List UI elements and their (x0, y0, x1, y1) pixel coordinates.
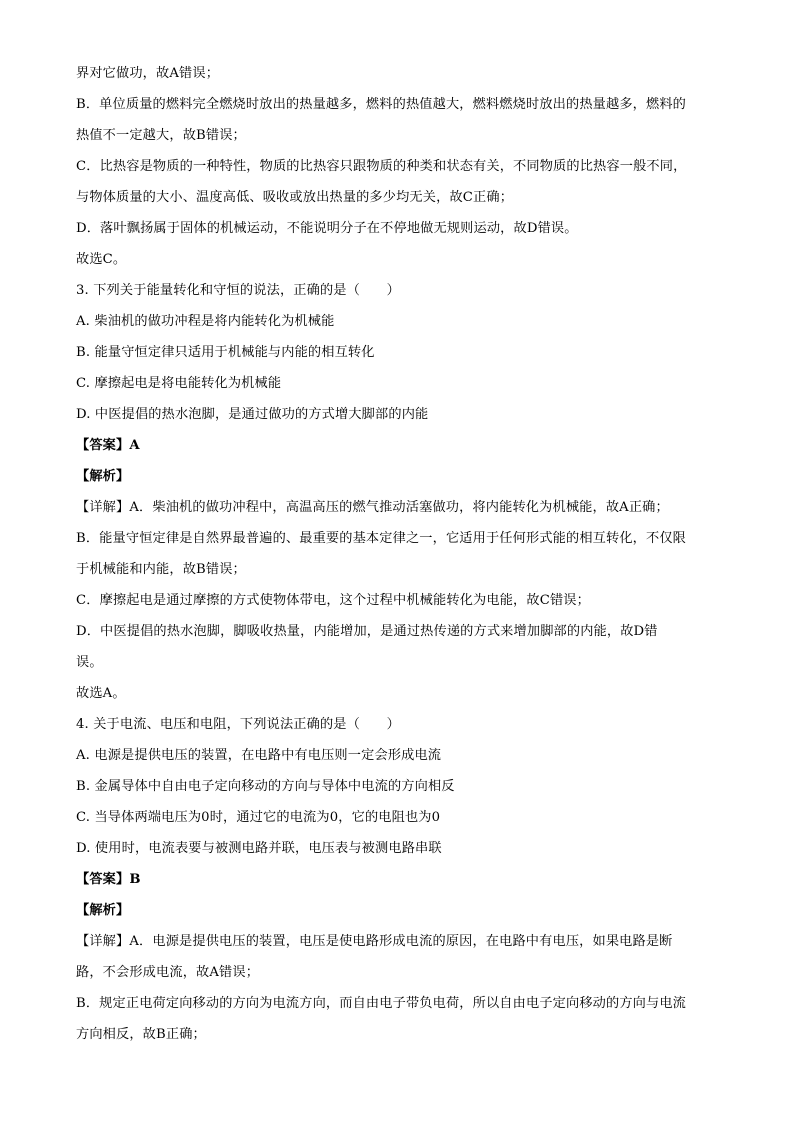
text-line: B．单位质量的燃料完全燃烧时放出的热量越多，燃料的热值越大，燃料燃烧时放出的热量越多，燃料的 (76, 97, 687, 112)
text-line: 故选A。 (76, 686, 126, 701)
text-line: D．落叶飘扬属于固体的机械运动，不能说明分子在不停地做无规则运动，故D错误。 (76, 221, 578, 236)
text-line: C．摩擦起电是通过摩擦的方式使物体带电，这个过程中机械能转化为电能，故C错误； (76, 593, 590, 608)
option-a: A. 电源是提供电压的装置，在电路中有电压则一定会形成电流 (76, 748, 442, 763)
text-line: 界对它做功，故A错误； (76, 66, 220, 81)
text-line: 路，不会形成电流，故A错误； (76, 965, 260, 980)
text-line: D．中医提倡的热水泡脚，脚吸收热量，内能增加，是通过热传递的方式来增加脚部的内能，故D错 (76, 624, 658, 639)
text-line: C．比热容是物质的一种特性，物质的比热容只跟物质的种类和状态有关，不同物质的比热容一般不同， (76, 159, 687, 174)
text-line: 方向相反，故B正确； (76, 1027, 206, 1042)
text-line: B．能量守恒定律是自然界最普遍的、最重要的基本定律之一，它适用于任何形式能的相互转化，不仅限 (76, 531, 687, 546)
text-line: 于机械能和内能，故B错误； (76, 562, 246, 577)
answer-heading: 【答案】B (76, 872, 141, 887)
analysis-heading: 【解析】 (76, 469, 130, 484)
option-b: B. 能量守恒定律只适用于机械能与内能的相互转化 (76, 345, 375, 360)
document-page (76, 58, 726, 1050)
option-a: A. 柴油机的做功冲程是将内能转化为机械能 (76, 314, 335, 329)
detail-line: 【详解】A．柴油机的做功冲程中，高温高压的燃气推动活塞做功，将内能转化为机械能，故A正确； (76, 500, 669, 515)
analysis-heading: 【解析】 (76, 903, 130, 918)
text-line: 故选C。 (76, 252, 127, 267)
option-d: D. 中医提倡的热水泡脚，是通过做功的方式增大脚部的内能 (76, 407, 429, 422)
answer-heading: 【答案】A (76, 438, 140, 453)
text-line: B．规定正电荷定向移动的方向为电流方向，而自由电子带负电荷，所以自由电子定向移动的方向与电流 (76, 996, 687, 1011)
option-b: B. 金属导体中自由电子定向移动的方向与导体中电流的方向相反 (76, 779, 455, 794)
option-c: C. 当导体两端电压为0时，通过它的电流为0，它的电阻也为0 (76, 810, 441, 825)
text-line: 误。 (76, 655, 103, 670)
question-4-title: 4. 关于电流、电压和电阻，下列说法正确的是（ ） (76, 717, 400, 732)
option-c: C. 摩擦起电是将电能转化为机械能 (76, 376, 282, 391)
detail-line: 【详解】A．电源是提供电压的装置，电压是使电路形成电流的原因，在电路中有电压，如果电路是断 (76, 934, 673, 949)
question-3-title: 3. 下列关于能量转化和守恒的说法，正确的是（ ） (76, 283, 400, 298)
text-line: 热值不一定越大，故B错误； (76, 128, 246, 143)
option-d: D. 使用时，电流表要与被测电路并联，电压表与被测电路串联 (76, 841, 442, 856)
text-line: 与物体质量的大小、温度高低、吸收或放出热量的多少均无关，故C正确； (76, 190, 514, 205)
